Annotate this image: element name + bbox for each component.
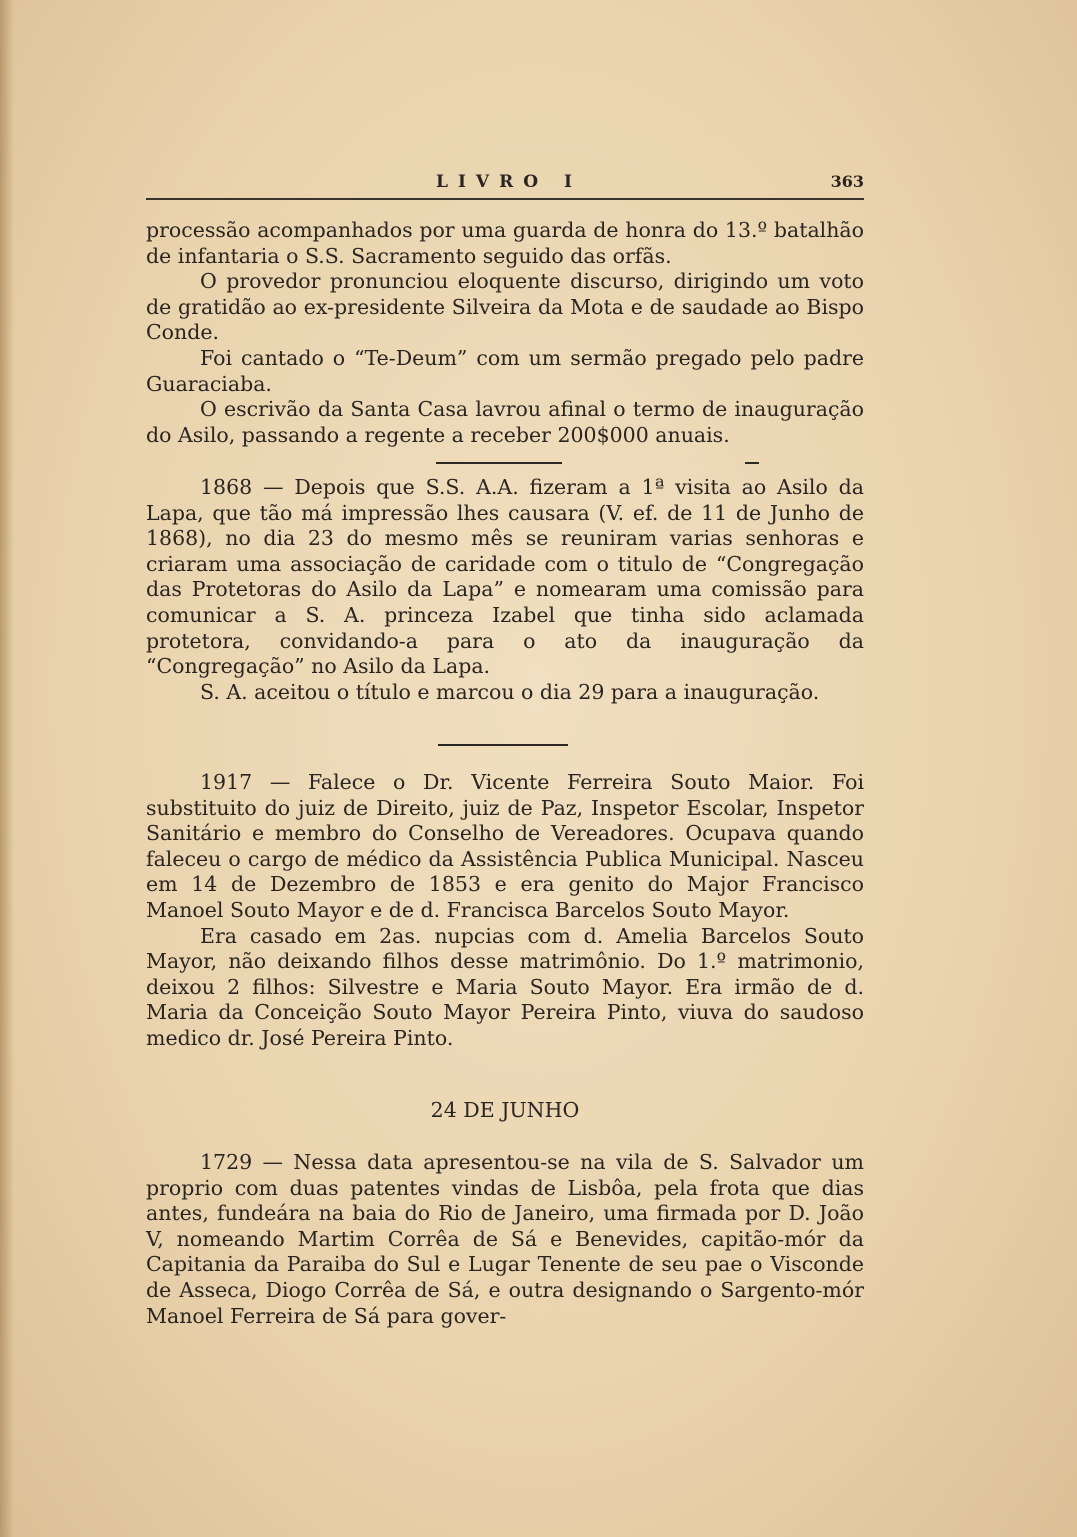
running-header [146, 170, 864, 200]
section-divider-dash [745, 462, 759, 464]
paragraph: processão acompanhados por uma guarda de honra do 13.º batalhão de infantaria o S.S. Sacramento seguido das orfãs. [146, 218, 864, 268]
section-heading: 24 DE JUNHO [430, 1098, 580, 1122]
paragraph: S. A. aceitou o título e marcou o dia 29 para a inauguração. [200, 679, 820, 704]
text-block-3 [146, 770, 864, 1052]
paragraph: O escrivão da Santa Casa lavrou afinal o termo de inauguração do Asilo, passando a regente a receber 200$000 anuais. [146, 397, 864, 447]
text-block-2 [146, 475, 864, 705]
page-number: 363 [830, 172, 864, 191]
paragraph: Foi cantado o “Te-Deum” com um sermão pregado pelo padre Guaraciaba. [146, 345, 864, 396]
paragraph: O provedor pronunciou eloquente discurso, dirigindo um voto de gratidão ao ex-presidente Silveira da Mota e de saudade ao Bispo Conde. [146, 269, 864, 345]
paragraph: 1729 — Nessa data apresentou-se na vila de S. Salvador um proprio com duas patentes vindas de Lisbôa, pela frota que dias antes, fundeára na baia do Rio de Janeiro, uma firmada por D. João V, nomeando Martim Corrêa de Sá e Benevides, capitão-mór da Capitania da Paraiba do Sul e Lugar Tenente de seu pae o Visconde de Asseca, Diogo Corrêa de Sá, e outra designando o Sargento-mór Manoel Ferreira de Sá para gover- [146, 1150, 864, 1328]
paragraph: Era casado em 2as. nupcias com d. Amelia Barcelos Souto Mayor, não deixando filhos desse matrimônio. Do 1.º matrimonio, deixou 2 filhos: Silvestre e Maria Souto Mayor. Era irmão de d. Maria da Conceição Souto Mayor Pereira Pinto, viuva do saudoso medico dr. José Pereira Pinto. [146, 923, 864, 1050]
book-title: LIVRO I [436, 172, 582, 192]
paragraph: 1917 — Falece o Dr. Vicente Ferreira Souto Maior. Foi substituito do juiz de Direito, juiz de Paz, Inspetor Escolar, Inspetor Sanitário e membro do Conselho de Vereadores. Ocupava quando faleceu o cargo de médico da Assistência Publica Municipal. Nasceu em 14 de Dezembro de 1853 e era genito do Major Francisco Manoel Souto Mayor e de d. Francisca Barcelos Souto Mayor. [146, 770, 864, 922]
paragraph: 1868 — Depois que S.S. A.A. fizeram a 1ª visita ao Asilo da Lapa, que tão má impressão lhes causara (V. ef. de 11 de Junho de 1868), no dia 23 do mesmo mês se reuniram varias senhoras e criaram uma associação de caridade com o titulo de “Congregação das Protetoras do Asilo da Lapa” e nomearam uma comissão para comunicar a S. A. princeza Izabel que tinha sido aclamada protetora, convidando-a para o ato da inauguração da “Congregação” no Asilo da Lapa. [146, 475, 864, 679]
section-divider [436, 462, 562, 464]
section-divider [438, 744, 568, 746]
text-block-1 [146, 218, 864, 448]
text-block-4 [146, 1150, 864, 1329]
